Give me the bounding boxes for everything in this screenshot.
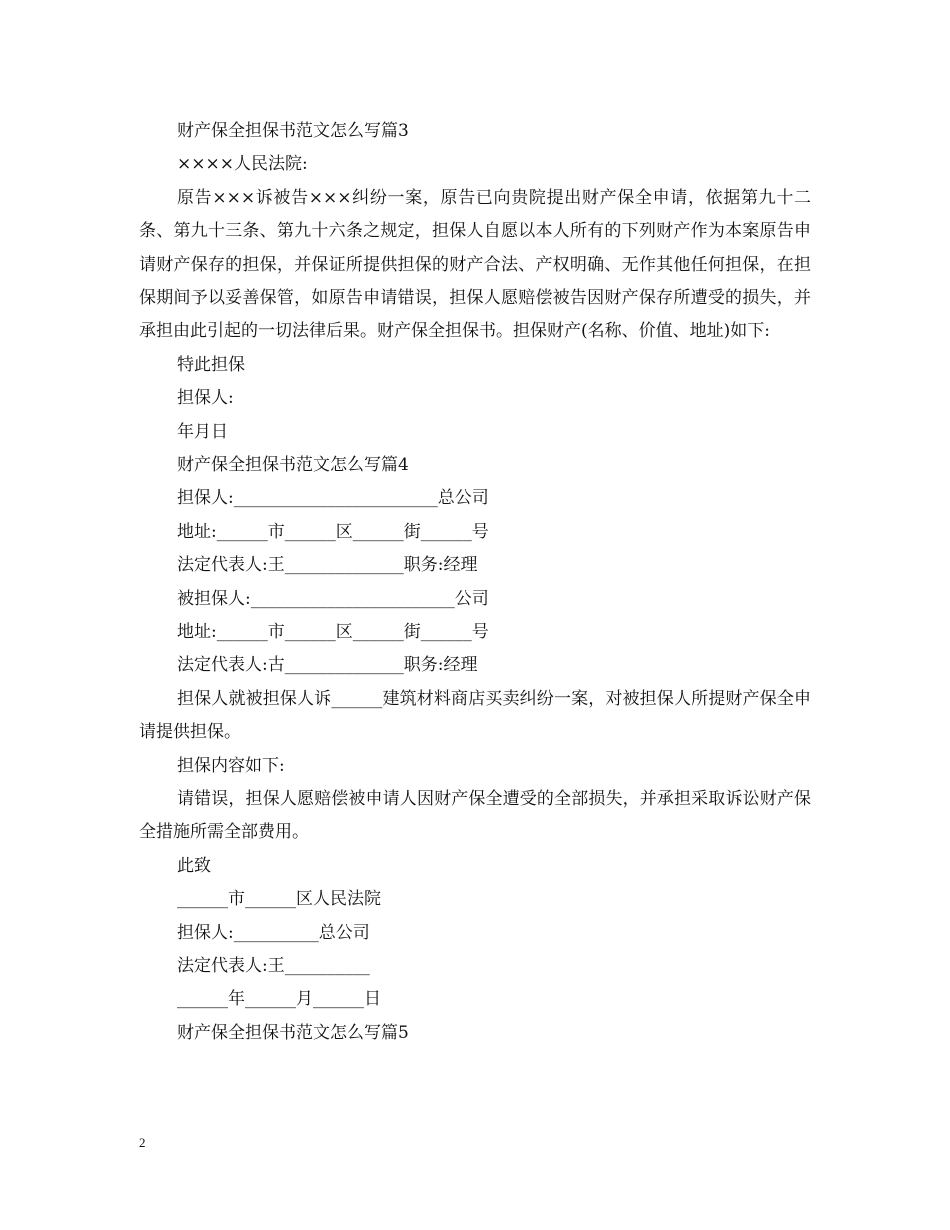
page-number: 2 [139, 1135, 146, 1150]
guaranteed-legal-rep-line: 法定代表人:古______________职务:经理 [177, 655, 478, 676]
salutation: 此致 [177, 855, 211, 876]
guarantor-line: 担保人:________________________总公司 [177, 488, 489, 509]
signature-guarantor-line: 担保人:__________总公司 [177, 922, 370, 943]
section-4-body-2: 请错误，担保人愿赔偿被申请人因财产保全遭受的全部损失，并承担采取诉讼财产保全措施所需全部费用。 [139, 788, 811, 843]
section-4-title: 财产保全担保书范文怎么写篇4 [177, 454, 409, 475]
guarantor-address-line: 地址:______市______区______街______号 [177, 521, 489, 542]
section-3-body: 原告×××诉被告×××纠纷一案，原告已向贵院提出财产保全申请，依据第九十二条、第九十三条、第九十六条之规定，担保人自愿以本人所有的下列财产作为本案原告申请财产保存的担保，并保证所提供担保的财产合法、产权明确、无作其他任何担保，在担保期间予以妥善保管，如原告申请错误，担保人愿赔偿被告因财产保存所遭受的损失，并承担由此引起的一切法律后果。财产保全担保书。担保财产(名称、价值、地址)如下: [139, 187, 811, 342]
guaranteed-address-line: 地址:______市______区______街______号 [177, 621, 489, 642]
content-heading: 担保内容如下: [177, 755, 285, 776]
recipient-court-line: ______市______区人民法院 [177, 889, 381, 910]
guarantor-legal-rep-line: 法定代表人:王______________职务:经理 [177, 555, 478, 576]
signature-date-line: ______年______月______日 [177, 989, 381, 1010]
signature-legal-rep-line: 法定代表人:王__________ [177, 955, 370, 976]
closing-phrase: 特此担保 [177, 354, 245, 375]
document-body [139, 115, 819, 1050]
section-5-title: 财产保全担保书范文怎么写篇5 [177, 1022, 409, 1043]
guarantor-label: 担保人: [177, 388, 234, 409]
date-line: 年月日 [177, 421, 228, 442]
section-4-body-1: 担保人就被担保人诉______建筑材料商店买卖纠纷一案，对被担保人所提财产保全申请提供担保。 [139, 688, 811, 743]
section-3-title: 财产保全担保书范文怎么写篇3 [177, 121, 409, 141]
guaranteed-party-line: 被担保人:________________________公司 [177, 588, 489, 609]
addressee-court: ××××人民法院: [177, 154, 308, 175]
